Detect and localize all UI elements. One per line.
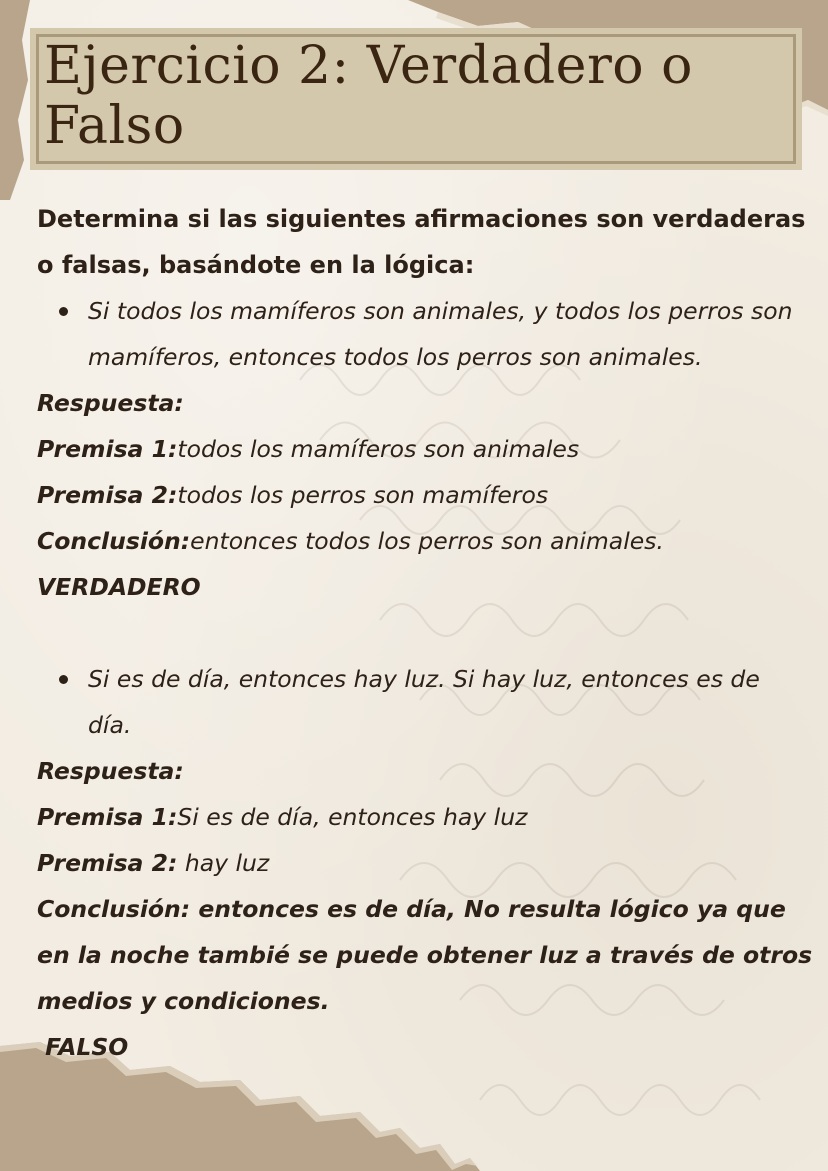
bullet-dot — [59, 307, 68, 316]
exercise-content — [37, 196, 817, 1070]
statement-1-text: Si todos los mamíferos son animales, y todos los perros son mamíferos, entonces todos los perros son animales. — [88, 297, 793, 371]
premise-1-line — [37, 426, 817, 472]
premise-1-line-2 — [37, 794, 817, 840]
conclusion-text: entonces todos los perros son animales. — [190, 527, 664, 555]
premise-2-text-2: hay luz — [177, 849, 270, 877]
conclusion-2: Conclusión: entonces es de día, No resulta lógico ya que en la noche tambié se puede obtener luz a través de otros medios y condiciones. — [37, 895, 813, 1015]
statement-1 — [37, 288, 803, 380]
premise-2-text: todos los perros son mamíferos — [177, 481, 549, 509]
premise-2-line-2 — [37, 840, 817, 886]
premise-1-label: Premisa 1: — [37, 435, 178, 463]
conclusion-line — [37, 518, 817, 564]
verdict-1: VERDADERO — [37, 573, 201, 601]
verdict-2: FALSO — [37, 1033, 129, 1061]
premise-1-text: todos los mamíferos son animales — [177, 435, 580, 463]
statement-2-text: Si es de día, entonces hay luz. Si hay luz, entonces es de día. — [88, 665, 760, 739]
answer-label-1: Respuesta: — [37, 389, 184, 417]
page-title: Ejercicio 2: Verdadero o Falso — [44, 36, 693, 156]
conclusion-label: Conclusión: — [37, 527, 191, 555]
premise-1-label-2: Premisa 1: — [37, 803, 178, 831]
spacer — [37, 610, 817, 656]
bullet-dot — [59, 675, 68, 684]
statement-2 — [37, 656, 803, 748]
premise-1-text-2: Si es de día, entonces hay luz — [177, 803, 528, 831]
premise-2-label: Premisa 2: — [37, 481, 178, 509]
answer-label-2: Respuesta: — [37, 757, 184, 785]
instructions: Determina si las siguientes afirmaciones son verdaderas o falsas, basándote en la lógica: — [37, 205, 806, 279]
premise-2-line — [37, 472, 817, 518]
premise-2-label-2: Premisa 2: — [37, 849, 178, 877]
